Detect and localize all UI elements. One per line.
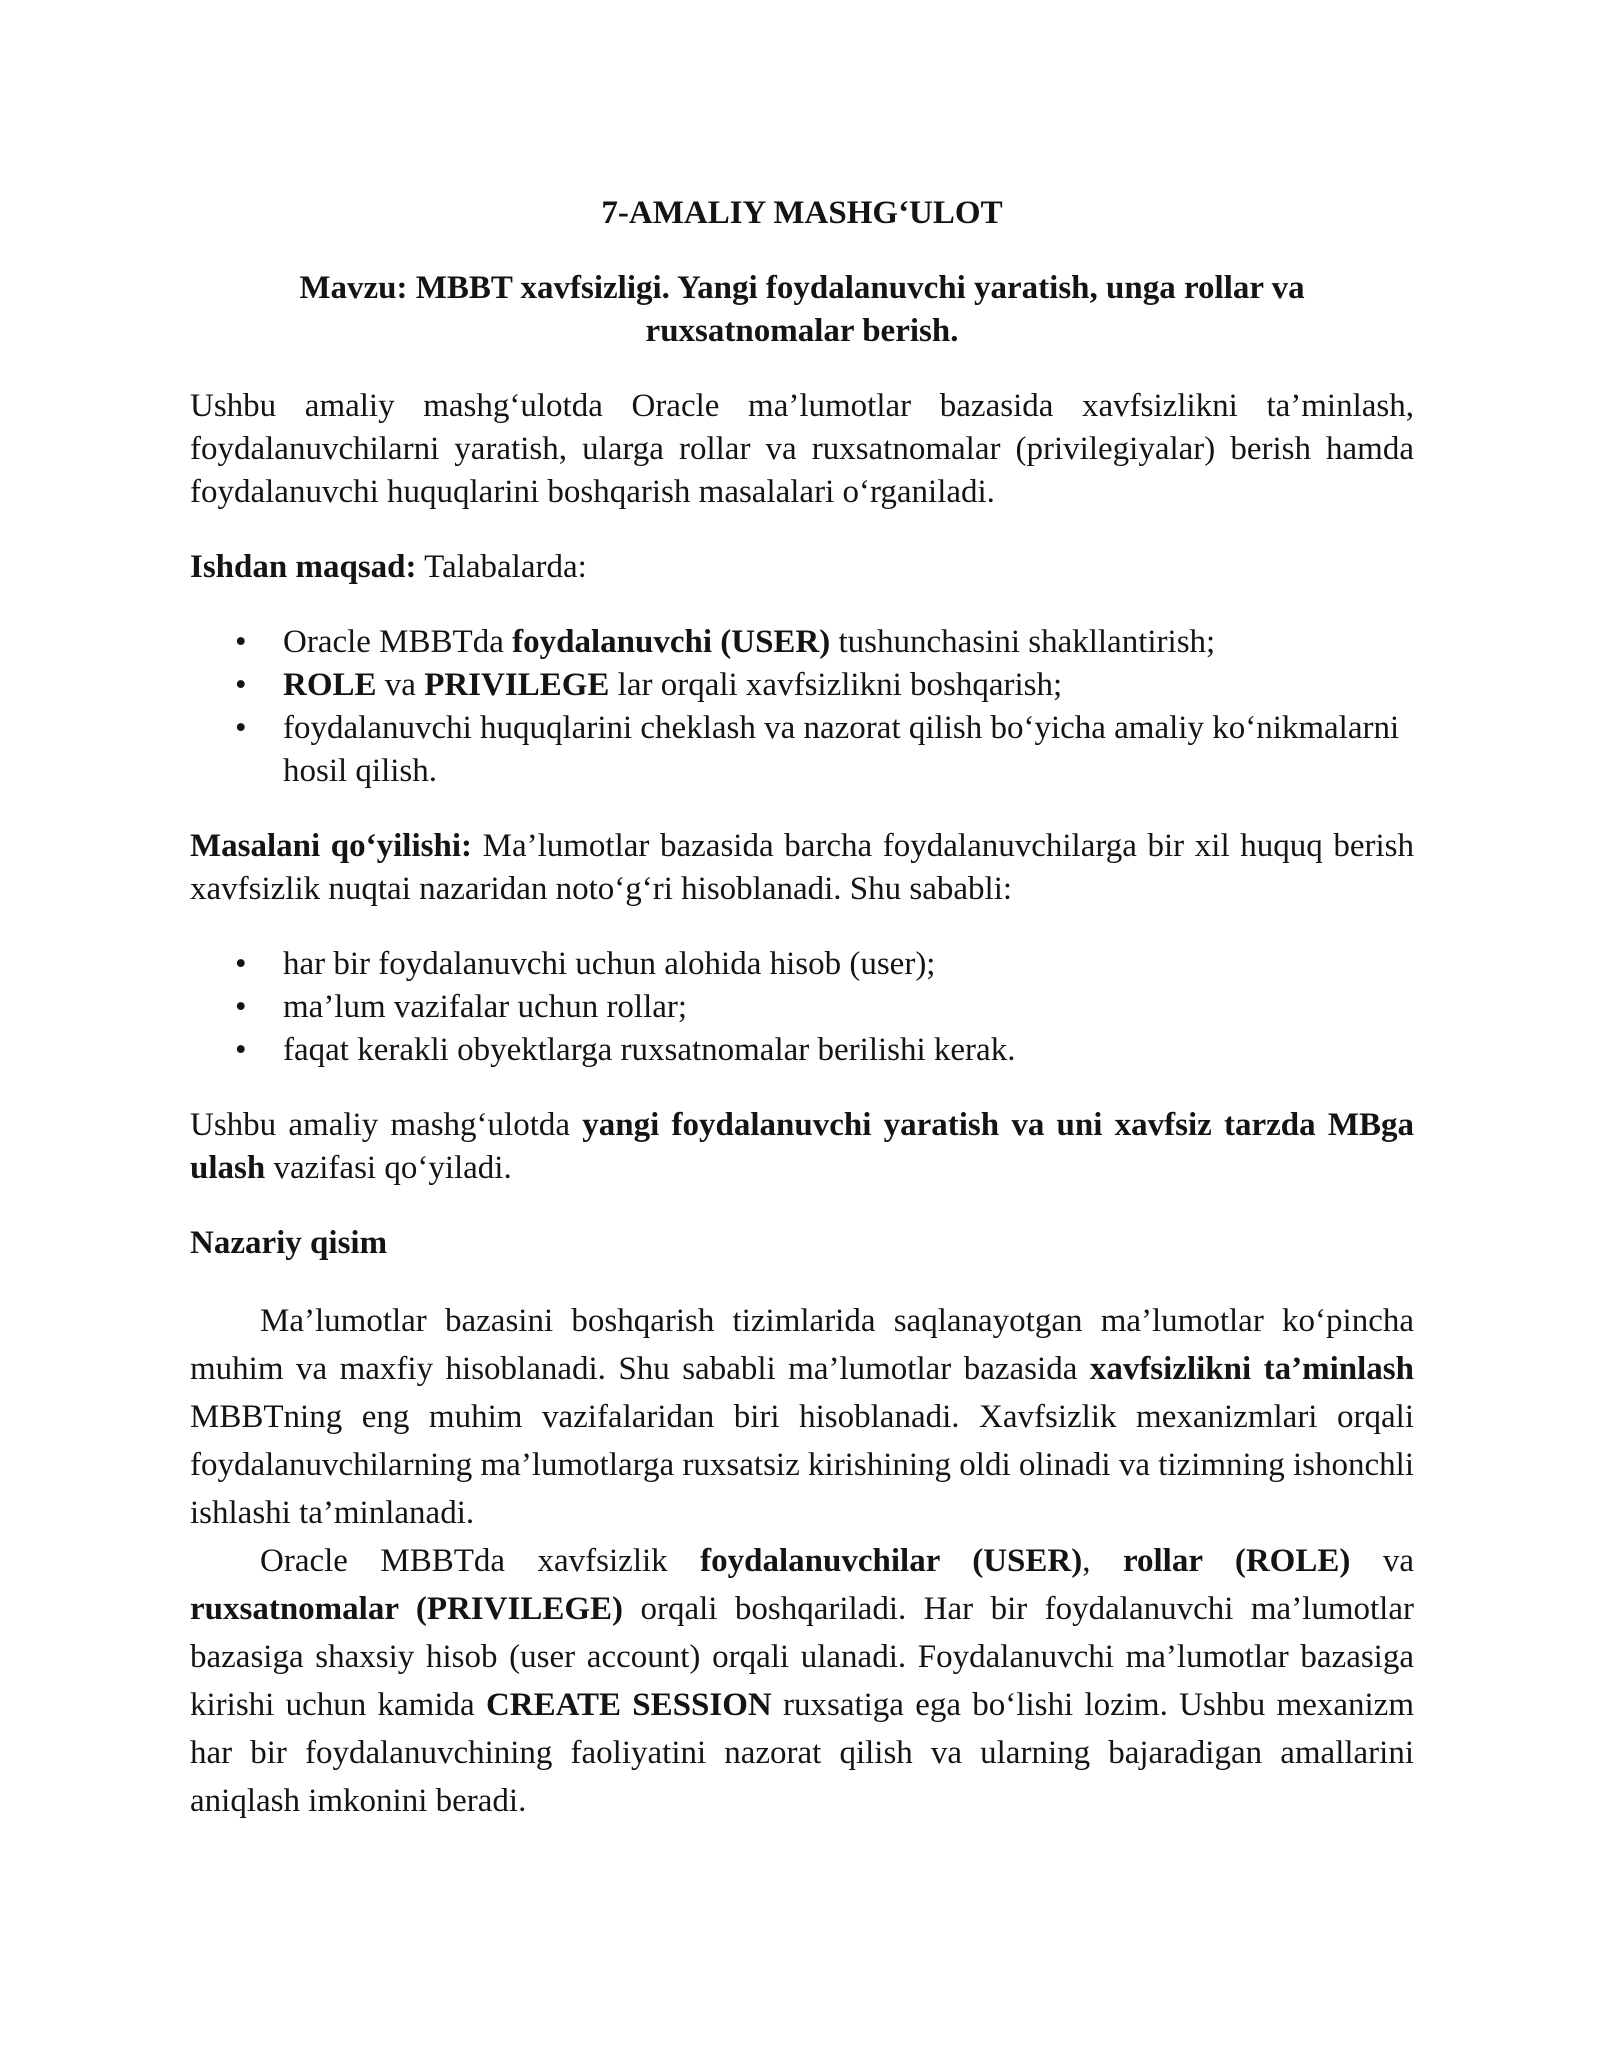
problem-list [190, 943, 1414, 1072]
topic-heading [190, 267, 1414, 353]
problem-text: Ma’lumotlar bazasida barcha foydalanuvchilarga bir xil huquq berish xavfsizlik nuqtai nazaridan noto‘g‘ri hisoblanadi. Shu sababli: [190, 828, 1414, 907]
theory-heading: Nazariy qisim [190, 1225, 388, 1261]
problem-paragraph [190, 825, 1414, 911]
list-item: • har bir foydalanuvchi uchun alohida hisob (user); [190, 943, 1414, 986]
list-item: • ROLE va PRIVILEGE lar orqali xavfsizlikni boshqarish; [190, 664, 1414, 707]
bullet-icon: • [235, 946, 247, 982]
bullet-icon: • [235, 1032, 247, 1068]
topic-line-2: ruxsatnomalar berish. [645, 313, 959, 349]
list-item: • ma’lum vazifalar uchun rollar; [190, 986, 1414, 1029]
document-title: 7-AMALIY MASHG‘ULOT [601, 195, 1003, 231]
intro-paragraph: Ushbu amaliy mashg‘ulotda Oracle ma’lumotlar bazasida xavfsizlikni ta’minlash, foydalanuvchilarni yaratish, ularga rollar va ruxsatnomalar (privilegiyalar) berish hamda foydalanuvchi huquqlarini boshqarish masalalari o‘rganiladi. [190, 388, 1414, 510]
document-page [190, 192, 1414, 1825]
goal-label: Ishdan maqsad: [190, 549, 417, 585]
goal-text: Talabalarda: [416, 549, 587, 585]
bullet-icon: • [235, 667, 247, 703]
list-item: • faqat kerakli obyektlarga ruxsatnomalar berilishi kerak. [190, 1029, 1414, 1072]
bullet-icon: • [235, 624, 247, 660]
task-paragraph: Ushbu amaliy mashg‘ulotda yangi foydalanuvchi yaratish va uni xavfsiz tarzda MBga ulash vazifasi qo‘yiladi. [190, 1107, 1414, 1186]
problem-label: Masalani qo‘yilishi: [190, 828, 472, 864]
goal-list [190, 621, 1414, 793]
bullet-icon: • [235, 989, 247, 1025]
goal-line [190, 546, 1414, 589]
theory-paragraph-2: Oracle MBBTda xavfsizlik foydalanuvchilar (USER), rollar (ROLE) va ruxsatnomalar (PRIVILEGE) orqali boshqariladi. Har bir foydalanuvchi ma’lumotlar bazasiga shaxsiy hisob (user account) orqali ulanadi. Foydalanuvchi ma’lumotlar bazasiga kirishi uchun kamida CREATE SESSION ruxsatiga ega bo‘lishi lozim. Ushbu mexanizm har bir foydalanuvchining faoliyatini nazorat qilish va ularning bajaradigan amallarini aniqlash imkonini beradi. [190, 1543, 1414, 1819]
list-item: • foydalanuvchi huquqlarini cheklash va nazorat qilish bo‘yicha amaliy ko‘nikmalarni hosil qilish. [190, 707, 1414, 793]
list-item: • Oracle MBBTda foydalanuvchi (USER) tushunchasini shakllantirish; [190, 621, 1414, 664]
bullet-icon: • [235, 710, 247, 746]
topic-line-1: Mavzu: MBBT xavfsizligi. Yangi foydalanuvchi yaratish, unga rollar va [299, 270, 1305, 306]
theory-paragraph-1: Ma’lumotlar bazasini boshqarish tizimlarida saqlanayotgan ma’lumotlar ko‘pincha muhim va maxfiy hisoblanadi. Shu sababli ma’lumotlar bazasida xavfsizlikni ta’minlash MBBTning eng muhim vazifalaridan biri hisoblanadi. Xavfsizlik mexanizmlari orqali foydalanuvchilarning ma’lumotlarga ruxsatsiz kirishining oldi olinadi va tizimning ishonchli ishlashi ta’minlanadi. [190, 1303, 1414, 1531]
